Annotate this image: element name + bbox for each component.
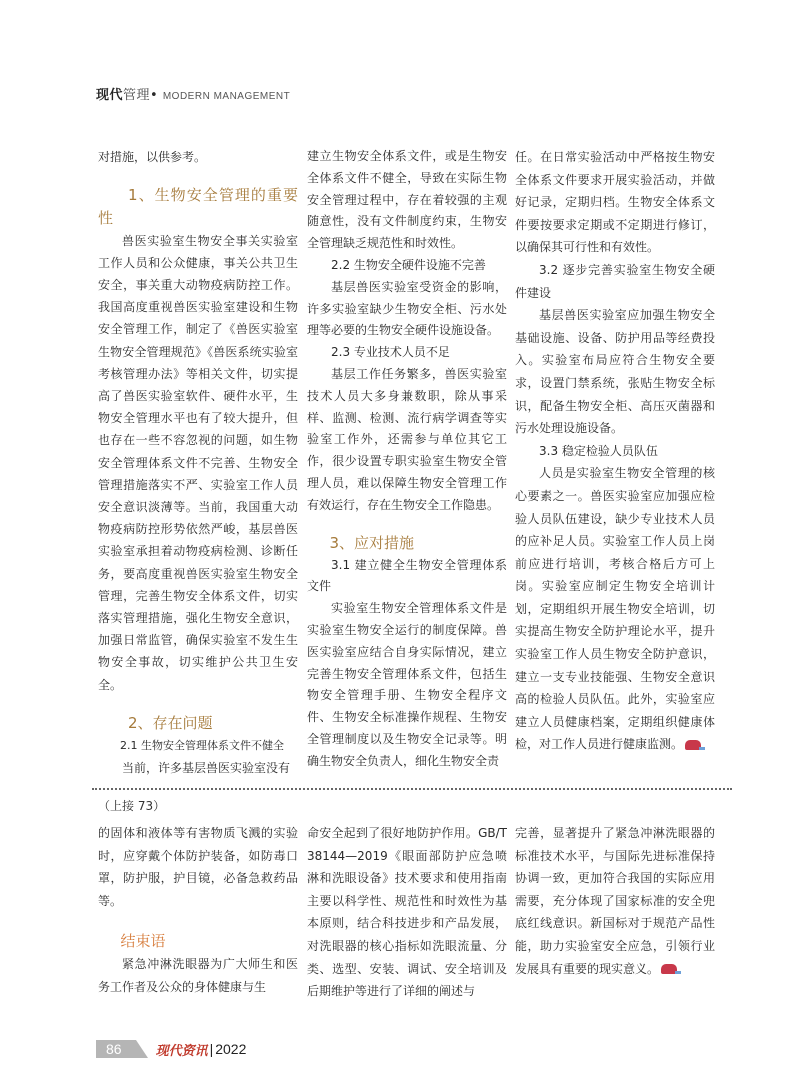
header-section-en: MODERN MANAGEMENT [162, 91, 291, 102]
header-section: 管理 [123, 88, 151, 103]
paragraph: 对措施，以供参考。 [98, 150, 207, 164]
column-3 [515, 146, 715, 756]
column-1 [98, 146, 298, 779]
paragraph: 命安全起到了很好地防护作用。GB/T38144—2019《眼面部防护应急喷淋和洗眼设备》技术要求和使用指南主要以科学性、规范性和时效性为基本原则，结合科技进步和产品发展，对洗眼器的核心指标如洗眼流量、分类、选型、安装、调试、安全培训及后期维护等进行了详细的阐述与 [307, 826, 507, 999]
subheading-2-1: 2.1 生物安全管理体系文件不健全 [120, 738, 284, 752]
section-heading-2: 2、存在问题 [128, 714, 213, 733]
paragraph: 任。在日常实验活动中严格按生物安全体系文件要求开展实验活动，并做好记录，定期归档。生物安全体系文件要按要求定期或不定期进行修订，以确保其可行性和有效性。 [515, 150, 715, 255]
subheading-2-3: 2.3 专业技术人员不足 [331, 345, 450, 360]
paragraph: 基层工作任务繁多，兽医实验室技术人员大多身兼数职，除从事采样、监测、检测、流行病学调查等实验室工作外，还需参与单位其它工作，很少设置专职实验室生物安全管理人员，难以保障生物安全管理工作有效运行，存在生物安全工作隐患。 [307, 366, 507, 512]
paragraph: 建立生物安全体系文件，或是生物安全体系文件不健全，导致在实际生物安全管理过程中，存在着较强的主观随意性，没有文件制度约束，生物安全管理缺乏规范性和时效性。 [307, 149, 507, 251]
conclusion-heading: 结束语 [120, 932, 166, 951]
footer-separator: | [209, 1041, 214, 1057]
article-end-icon [685, 740, 701, 750]
paragraph-text: 完善，显著提升了紧急冲淋洗眼器的标准技术水平，与国际先进标准保持协调一致，更加符合我国的实际应用需要，充分体现了国家标准的安全兜底红线意识。新国标对于规范产品性能，助力实验室安全应急，引领行业发展具有重要的现实意义。 [515, 826, 715, 976]
bottom-column-1 [98, 822, 298, 999]
paragraph: 兽医实验室生物安全事关实验室工作人员和公众健康，事关公共卫生安全，事关重大动物疫病防控工作。我国高度重视兽医实验室建设和生物安全管理工作，制定了《兽医实验室生物安全管理规范》《兽医系统实验室考核管理办法》等相关文件，切实提高了兽医实验室软件、硬件水平，生物安全管理水平也有了较大提升，但也存在一些不容忽视的问题，如生物安全管理体系文件不完善、生物安全管理措施落实不严、实验室工作人员安全意识淡薄等。当前，我国重大动物疫病防控形势依然严峻，基层兽医实验室承担着动物疫病检测、诊断任务，要高度重视兽医实验室生物安全管理，完善生物安全体系文件，切实落实管理措施，强化生物安全意识，加强日常监管，确保实验室不发生生物安全事故，切实维护公共卫生安全。 [98, 233, 298, 692]
page-footer [96, 1040, 246, 1058]
subheading-2-2: 2.2 生物安全硬件设施不完善 [331, 257, 486, 272]
page-number: 86 [96, 1040, 136, 1058]
section-heading-1: 1、生物安全管理的重要性 [98, 186, 298, 227]
header-section-bold: 现代 [96, 88, 124, 103]
section-heading-3: 3、应对措施 [329, 534, 415, 553]
dotted-divider [92, 788, 732, 792]
paragraph: 紧急冲淋洗眼器为广大师生和医务工作者及公众的身体健康与生 [98, 957, 298, 994]
subheading-3-2: 3.2 逐步完善实验室生物安全硬件建设 [515, 262, 715, 300]
bottom-column-3 [515, 822, 715, 980]
issue-year: 2022 [215, 1041, 247, 1057]
running-header [96, 84, 290, 103]
continued-from-label: （上接 73） [98, 799, 166, 813]
magazine-logo: 现代资讯 [155, 1043, 208, 1059]
paragraph: 基层兽医实验室应加强生物安全基础设施、设备、防护用品等经费投入。实验室布局应符合生物安全要求，设置门禁系统，张贴生物安全标识，配备生物安全柜、高压灭菌器和污水处理设施设备。 [515, 308, 715, 436]
subheading-3-3: 3.3 稳定检验人员队伍 [539, 443, 658, 458]
paragraph-with-endmark [515, 462, 715, 756]
article-end-icon [661, 964, 677, 974]
paragraph: 实验室生物安全管理体系文件是实验室生物安全运行的制度保障。兽医实验室应结合自身实际情况，建立完善生物安全管理体系文件，包括生物安全管理手册、生物安全程序文件、生物安全标准操作规程、生物安全管理制度以及生物安全记录等。明确生物安全负责人，细化生物安全责 [307, 601, 507, 768]
paragraph-with-endmark [515, 822, 715, 980]
header-separator: • [150, 88, 159, 103]
paragraph-text: 人员是实验室生物安全管理的核心要素之一。兽医实验室应加强应检验人员队伍建设，缺少专业技术人员的应补足人员。实验室工作人员上岗前应进行培训，考核合格后方可上岗。实验室应制定生物安全培训计划，定期组织开展生物安全培训，切实提高生物安全防护理论水平，提升实验室工作人员生物安全防护意识，建立一支专业技能强、生物安全意识高的检验人员队伍。此外，实验室应建立人员健康档案，定期组织健康体检，对工作人员进行健康监测。 [515, 466, 715, 752]
bottom-column-2 [307, 822, 507, 1003]
subheading-3-1: 3.1 建立健全生物安全管理体系文件 [307, 557, 507, 594]
column-2 [307, 146, 507, 773]
paragraph: 基层兽医实验室受资金的影响，许多实验室缺少生物安全柜、污水处理等必要的生物安全硬件设施设备。 [307, 279, 507, 338]
paragraph: 当前，许多基层兽医实验室没有 [122, 760, 291, 775]
paragraph: 的固体和液体等有害物质飞溅的实验时，应穿戴个体防护装备，如防毒口罩，防护服，护目镜，必备急救药品等。 [98, 826, 298, 908]
